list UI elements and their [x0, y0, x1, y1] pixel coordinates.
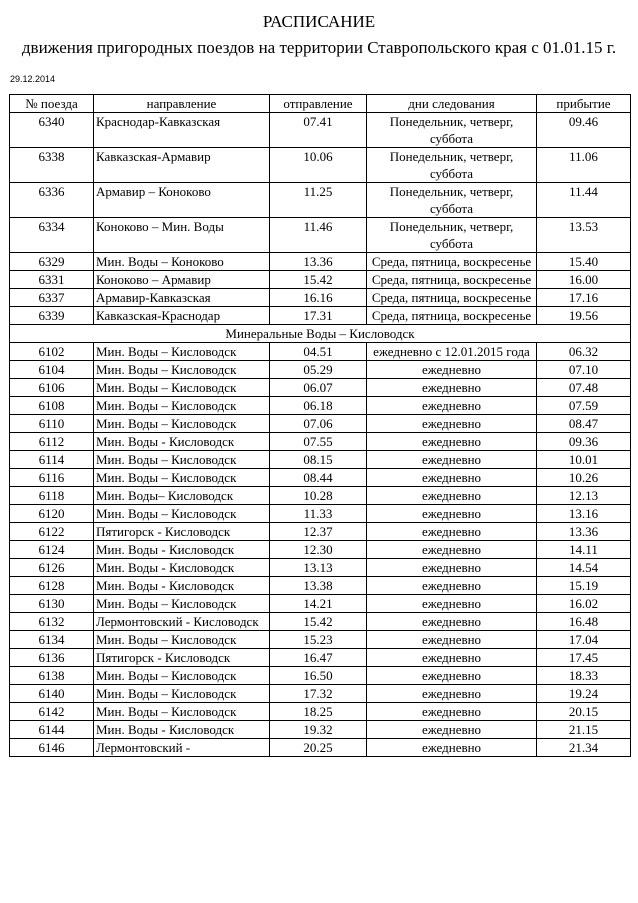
direction-cell: Лермонтовский -: [94, 739, 270, 757]
table-row: [10, 379, 631, 397]
days-cell: ежедневно: [367, 577, 537, 595]
table-row: [10, 505, 631, 523]
departure-cell: 12.30: [270, 541, 367, 559]
arrival-cell: 14.54: [537, 559, 631, 577]
table-row: [10, 113, 631, 148]
departure-cell: 20.25: [270, 739, 367, 757]
departure-cell: 11.33: [270, 505, 367, 523]
train-number-cell: 6339: [10, 307, 94, 325]
direction-cell: Мин. Воды– Кисловодск: [94, 487, 270, 505]
table-row: [10, 631, 631, 649]
train-number-cell: 6142: [10, 703, 94, 721]
departure-cell: 10.06: [270, 148, 367, 183]
days-cell: ежедневно: [367, 595, 537, 613]
table-row: [10, 433, 631, 451]
train-number-cell: 6337: [10, 289, 94, 307]
direction-cell: Мин. Воды – Кисловодск: [94, 595, 270, 613]
direction-cell: Мин. Воды - Кисловодск: [94, 577, 270, 595]
direction-cell: Мин. Воды – Кисловодск: [94, 451, 270, 469]
departure-cell: 15.42: [270, 271, 367, 289]
direction-cell: Коноково – Армавир: [94, 271, 270, 289]
arrival-cell: 16.02: [537, 595, 631, 613]
direction-cell: Пятигорск - Кисловодск: [94, 649, 270, 667]
table-row: [10, 595, 631, 613]
departure-cell: 17.31: [270, 307, 367, 325]
train-number-cell: 6124: [10, 541, 94, 559]
days-cell: ежедневно: [367, 631, 537, 649]
direction-cell: Мин. Воды - Кисловодск: [94, 433, 270, 451]
table-row: [10, 613, 631, 631]
train-number-cell: 6128: [10, 577, 94, 595]
arrival-cell: 12.13: [537, 487, 631, 505]
direction-cell: Мин. Воды - Кисловодск: [94, 559, 270, 577]
departure-cell: 19.32: [270, 721, 367, 739]
departure-cell: 14.21: [270, 595, 367, 613]
departure-cell: 10.28: [270, 487, 367, 505]
arrival-cell: 21.15: [537, 721, 631, 739]
train-number-cell: 6140: [10, 685, 94, 703]
train-number-cell: 6136: [10, 649, 94, 667]
train-number-cell: 6104: [10, 361, 94, 379]
departure-cell: 04.51: [270, 343, 367, 361]
departure-cell: 13.13: [270, 559, 367, 577]
departure-cell: 15.23: [270, 631, 367, 649]
arrival-cell: 07.10: [537, 361, 631, 379]
direction-cell: Краснодар-Кавказская: [94, 113, 270, 148]
direction-cell: Лермонтовский - Кисловодск: [94, 613, 270, 631]
train-number-cell: 6329: [10, 253, 94, 271]
departure-cell: 05.29: [270, 361, 367, 379]
column-header-days: дни следования: [367, 95, 537, 113]
departure-cell: 08.15: [270, 451, 367, 469]
days-cell: ежедневно: [367, 361, 537, 379]
document-subtitle: движения пригородных поездов на территории Ставропольского края с 01.01.15 г.: [21, 38, 617, 57]
table-row: [10, 667, 631, 685]
table-row: [10, 541, 631, 559]
arrival-cell: 21.34: [537, 739, 631, 757]
arrival-cell: 15.40: [537, 253, 631, 271]
direction-cell: Мин. Воды – Кисловодск: [94, 397, 270, 415]
direction-cell: Пятигорск - Кисловодск: [94, 523, 270, 541]
arrival-cell: 17.04: [537, 631, 631, 649]
train-number-cell: 6108: [10, 397, 94, 415]
direction-cell: Кавказская-Армавир: [94, 148, 270, 183]
train-number-cell: 6122: [10, 523, 94, 541]
days-cell: ежедневно: [367, 415, 537, 433]
train-number-cell: 6106: [10, 379, 94, 397]
train-number-cell: 6126: [10, 559, 94, 577]
table-row: [10, 361, 631, 379]
departure-cell: 06.18: [270, 397, 367, 415]
table-row: [10, 289, 631, 307]
table-row: [10, 397, 631, 415]
direction-cell: Армавир – Коноково: [94, 183, 270, 218]
days-cell: ежедневно: [367, 487, 537, 505]
arrival-cell: 06.32: [537, 343, 631, 361]
days-cell: ежедневно: [367, 685, 537, 703]
days-cell: ежедневно: [367, 397, 537, 415]
departure-cell: 11.46: [270, 218, 367, 253]
days-cell: ежедневно: [367, 559, 537, 577]
arrival-cell: 09.36: [537, 433, 631, 451]
days-cell: Понедельник, четверг, суббота: [367, 218, 537, 253]
arrival-cell: 10.01: [537, 451, 631, 469]
table-row: [10, 703, 631, 721]
days-cell: ежедневно: [367, 523, 537, 541]
arrival-cell: 07.59: [537, 397, 631, 415]
table-row: [10, 721, 631, 739]
column-header-departure: отправление: [270, 95, 367, 113]
departure-cell: 07.41: [270, 113, 367, 148]
arrival-cell: 13.36: [537, 523, 631, 541]
direction-cell: Мин. Воды – Кисловодск: [94, 703, 270, 721]
section-title: Минеральные Воды – Кисловодск: [10, 325, 631, 343]
train-number-cell: 6130: [10, 595, 94, 613]
train-number-cell: 6340: [10, 113, 94, 148]
arrival-cell: 09.46: [537, 113, 631, 148]
departure-cell: 16.47: [270, 649, 367, 667]
arrival-cell: 17.45: [537, 649, 631, 667]
departure-cell: 13.38: [270, 577, 367, 595]
departure-cell: 18.25: [270, 703, 367, 721]
direction-cell: Мин. Воды - Кисловодск: [94, 541, 270, 559]
direction-cell: Мин. Воды – Кисловодск: [94, 379, 270, 397]
arrival-cell: 13.16: [537, 505, 631, 523]
departure-cell: 07.55: [270, 433, 367, 451]
days-cell: ежедневно: [367, 451, 537, 469]
document-date: 29.12.2014: [10, 74, 56, 84]
arrival-cell: 17.16: [537, 289, 631, 307]
departure-cell: 17.32: [270, 685, 367, 703]
table-row: [10, 218, 631, 253]
table-row: [10, 451, 631, 469]
train-number-cell: 6146: [10, 739, 94, 757]
train-number-cell: 6338: [10, 148, 94, 183]
departure-cell: 11.25: [270, 183, 367, 218]
days-cell: Среда, пятница, воскресенье: [367, 271, 537, 289]
arrival-cell: 19.24: [537, 685, 631, 703]
direction-cell: Кавказская-Краснодар: [94, 307, 270, 325]
days-cell: Понедельник, четверг, суббота: [367, 183, 537, 218]
days-cell: ежедневно: [367, 541, 537, 559]
departure-cell: 07.06: [270, 415, 367, 433]
days-cell: ежедневно: [367, 739, 537, 757]
arrival-cell: 16.48: [537, 613, 631, 631]
train-number-cell: 6112: [10, 433, 94, 451]
arrival-cell: 08.47: [537, 415, 631, 433]
table-row: [10, 487, 631, 505]
column-header-arrival: прибытие: [537, 95, 631, 113]
table-row: [10, 685, 631, 703]
departure-cell: 16.50: [270, 667, 367, 685]
train-number-cell: 6118: [10, 487, 94, 505]
arrival-cell: 15.19: [537, 577, 631, 595]
train-number-cell: 6138: [10, 667, 94, 685]
table-row: [10, 649, 631, 667]
train-number-cell: 6116: [10, 469, 94, 487]
arrival-cell: 19.56: [537, 307, 631, 325]
arrival-cell: 18.33: [537, 667, 631, 685]
arrival-cell: 10.26: [537, 469, 631, 487]
table-row: [10, 307, 631, 325]
table-row: [10, 415, 631, 433]
direction-cell: Мин. Воды – Кисловодск: [94, 343, 270, 361]
days-cell: Понедельник, четверг, суббота: [367, 148, 537, 183]
table-header-row: [10, 95, 631, 113]
table-row: [10, 148, 631, 183]
arrival-cell: 13.53: [537, 218, 631, 253]
direction-cell: Армавир-Кавказская: [94, 289, 270, 307]
column-header-direction: направление: [94, 95, 270, 113]
table-row: [10, 183, 631, 218]
direction-cell: Мин. Воды – Кисловодск: [94, 415, 270, 433]
schedule-table: [9, 94, 631, 757]
days-cell: Среда, пятница, воскресенье: [367, 253, 537, 271]
days-cell: Среда, пятница, воскресенье: [367, 307, 537, 325]
days-cell: ежедневно: [367, 469, 537, 487]
days-cell: Понедельник, четверг, суббота: [367, 113, 537, 148]
direction-cell: Мин. Воды – Кисловодск: [94, 505, 270, 523]
departure-cell: 15.42: [270, 613, 367, 631]
train-number-cell: 6120: [10, 505, 94, 523]
table-row: [10, 559, 631, 577]
direction-cell: Мин. Воды - Кисловодск: [94, 721, 270, 739]
train-number-cell: 6110: [10, 415, 94, 433]
schedule-body: [10, 113, 631, 757]
train-number-cell: 6102: [10, 343, 94, 361]
days-cell: ежедневно: [367, 721, 537, 739]
train-number-cell: 6331: [10, 271, 94, 289]
days-cell: ежедневно: [367, 649, 537, 667]
direction-cell: Мин. Воды – Кисловодск: [94, 631, 270, 649]
days-cell: ежедневно: [367, 703, 537, 721]
days-cell: ежедневно: [367, 505, 537, 523]
table-row: [10, 739, 631, 757]
arrival-cell: 20.15: [537, 703, 631, 721]
arrival-cell: 16.00: [537, 271, 631, 289]
days-cell: Среда, пятница, воскресенье: [367, 289, 537, 307]
days-cell: ежедневно: [367, 379, 537, 397]
train-number-cell: 6114: [10, 451, 94, 469]
table-row: [10, 271, 631, 289]
train-number-cell: 6134: [10, 631, 94, 649]
table-row: [10, 577, 631, 595]
direction-cell: Мин. Воды – Коноково: [94, 253, 270, 271]
table-row: [10, 343, 631, 361]
days-cell: ежедневно: [367, 667, 537, 685]
direction-cell: Мин. Воды – Кисловодск: [94, 667, 270, 685]
arrival-cell: 07.48: [537, 379, 631, 397]
table-row: [10, 523, 631, 541]
days-cell: ежедневно с 12.01.2015 года: [367, 343, 537, 361]
departure-cell: 08.44: [270, 469, 367, 487]
section-row: [10, 325, 631, 343]
direction-cell: Коноково – Мин. Воды: [94, 218, 270, 253]
direction-cell: Мин. Воды – Кисловодск: [94, 361, 270, 379]
train-number-cell: 6336: [10, 183, 94, 218]
train-number-cell: 6144: [10, 721, 94, 739]
departure-cell: 06.07: [270, 379, 367, 397]
departure-cell: 12.37: [270, 523, 367, 541]
table-row: [10, 253, 631, 271]
train-number-cell: 6132: [10, 613, 94, 631]
arrival-cell: 11.44: [537, 183, 631, 218]
days-cell: ежедневно: [367, 613, 537, 631]
column-header-train-number: № поезда: [10, 95, 94, 113]
arrival-cell: 14.11: [537, 541, 631, 559]
days-cell: ежедневно: [367, 433, 537, 451]
departure-cell: 16.16: [270, 289, 367, 307]
departure-cell: 13.36: [270, 253, 367, 271]
table-row: [10, 469, 631, 487]
arrival-cell: 11.06: [537, 148, 631, 183]
direction-cell: Мин. Воды – Кисловодск: [94, 685, 270, 703]
direction-cell: Мин. Воды – Кисловодск: [94, 469, 270, 487]
train-number-cell: 6334: [10, 218, 94, 253]
document-title: РАСПИСАНИЕ: [262, 12, 376, 31]
